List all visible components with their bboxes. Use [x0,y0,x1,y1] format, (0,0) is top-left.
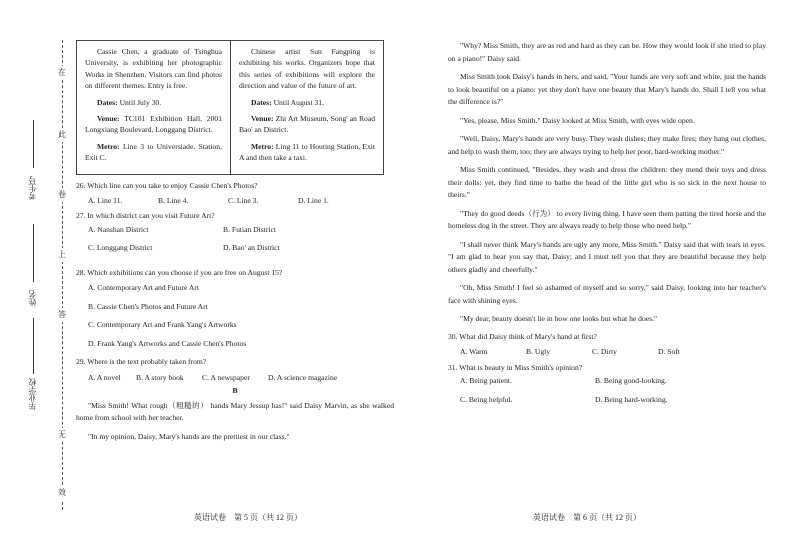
exam-number-label: 考生号 [28,176,37,200]
option: D. Soft [658,347,680,357]
option: C. Contemporary Art and Frank Yang's Artworks [88,320,237,330]
ad-description: Chinese artist Sun Fangping is exhibiting his works. Organizers hope that this series of exhibitions will explore the direction and value of the future of art. [239,47,375,91]
exam-number-line [33,120,34,168]
option: D. A science magazine [268,372,338,382]
option: C. A newspaper [202,372,250,382]
question-28: 28. Which exhibitions can you choose if you are free on August 15? [76,267,283,277]
option: A. Being patient. [460,376,512,386]
story-paragraph: "Well, Daisy, Mary's hands are very busy. They wash dishes; they make fires; they hang out clothes, and help to wash them, too; they are always trying to help her poor, hard-working mother." [448,134,766,156]
option: C. Dirty [592,347,617,357]
question-31-options [460,376,766,413]
story-paragraph: "Why? Miss Smith, they are as red and hard as they can be. How they would look if she tried to play on a piano!" Daisy said. [448,41,766,63]
question-26-options [88,196,394,205]
option: A. Nanshan District [88,224,149,234]
question-27-options [88,225,394,262]
question-26: 26. Which line can you take to enjoy Cassie Chen's Photos? [76,180,258,190]
ad-metro: Metro: Ling 11 to Houting Station, Exit A and then take a taxi. [239,141,375,163]
story-paragraph: "I shall never think Mary's hands are ugly any more, Miss Smith." Daisy said that with tears in eyes. "I am glad to hear you say that, Daisy; and I must tell you that they are beautiful because they help others gladly and cheerfully." [448,239,766,274]
page-footer-5: 英语试卷 第 5 页（共 12 页） [194,513,302,522]
story-paragraph: Miss Smith continued, "Besides, they wash and dress the children: they mend their toys and dress their dolls: yet, they find time to bathe the head of the little girl who is so sick in the next house to theirs." [448,165,766,200]
option: C. Line 3. [228,196,259,205]
binding-char: 效 [52,486,72,500]
binding-char: 答 [52,308,72,322]
option: B. Cassie Chen's Photos and Future Art [88,301,208,311]
binding-char: 上 [52,248,72,262]
binding-char: 在 [52,66,72,80]
option: D. Frank Yang's Artworks and Cassie Chen's Photos [88,338,247,348]
option: B. Line 4. [158,196,189,205]
option: D. Line 1. [298,196,329,205]
binding-char: 无 [52,428,72,442]
story-paragraph: "Yes, please, Miss Smith." Daisy looked at Miss Smith, with eyes wide open. [460,115,695,125]
ad-metro: Metro: Line 3 to Universiade. Station, Exit C. [85,141,222,163]
name-label: 姓名 [28,290,37,306]
question-28-options [88,283,394,348]
ad-sun-fangping [230,41,383,174]
name-line [33,224,34,282]
story-paragraph: "Miss Smith! What rough（粗糙的） hands Mary Jessup has!" said Daisy Marvin, as she walked home from school with her teacher. [76,400,394,423]
exhibition-ad-table [76,40,384,175]
option: A. Warm [460,347,488,357]
story-paragraph: "Oh, Miss Smith! I feel so ashamed of myself and so sorry," said Daisy, looking into her teacher's face with shining eyes. [448,283,766,305]
option: C. Longgang District [88,243,153,253]
question-31: 31. What is beauty in Miss Smith's opinion? [448,362,583,372]
option: A. Contemporary Art and Future Art [88,283,199,293]
question-27: 27. In which district can you visit Future Art? [76,211,215,221]
binding-char: 卷 [52,188,72,202]
ad-description: Cassie Chen, a graduate of Tsinghua University, is exhibiting her photographic Works in Shenzhen. Visitors can find photos on different themes. Entry is free. [85,47,222,91]
ad-cassie-chen [77,41,230,174]
question-30: 30. What did Daisy think of Mary's hand at first? [448,331,597,341]
question-29-options [88,373,394,382]
option: B. Futian District [223,224,276,234]
school-line [33,318,34,374]
binding-margin [0,0,72,560]
story-paragraph: Miss Smith took Daisy's hands in hers, and said, "Your hands are very soft and white, just the hands to look beautiful on a piano: yet they don't have one beauty that Mary's hands do. Shall I tell you what the difference is?" [448,72,766,107]
story-paragraph: "They do good deeds（行为） to every living thing. I have seen them patting the tired horse and the homeless dog in the street. They are always ready to help those who need help." [448,208,766,231]
option: C. Being helpful. [460,394,513,404]
page-footer-6: 英语试卷 第 6 页（共 12 页） [533,513,641,522]
option: B. Ugly [526,347,551,357]
ad-venue: Venue: Zhi Art Museum, Song' an Road Bao' an District. [239,113,375,135]
story-paragraph: "My dear, beauty doesn't lie in how one looks but what he does." [460,314,658,324]
option: D. Bao' an District [223,243,280,253]
story-paragraph: "In my opinion, Daisy, Mary's hands are the prettiest in our class." [88,431,290,441]
section-b-heading: B [232,386,238,396]
option: B. Being good-looking. [595,376,667,386]
page-5-column [76,40,394,449]
ad-dates: Dates: Until July 30. [97,97,162,107]
school-label: 毕业学校 [28,378,37,410]
option: D. Being hard-working. [595,394,668,404]
question-29: 29. Where is the text probably taken from? [76,357,207,367]
question-30-options [460,347,766,356]
option: B. A story book [136,372,184,382]
ad-venue: Venue: TC101 Exhibition Hall, 2001 Longxiang Boulevard, Longgang District. [85,113,222,135]
binding-char: 此 [52,128,72,142]
page-6-column [448,40,766,413]
option: A. Line 11. [88,196,123,205]
ad-dates: Dates: Until August 31. [251,97,324,107]
option: A. A novel [88,372,121,382]
